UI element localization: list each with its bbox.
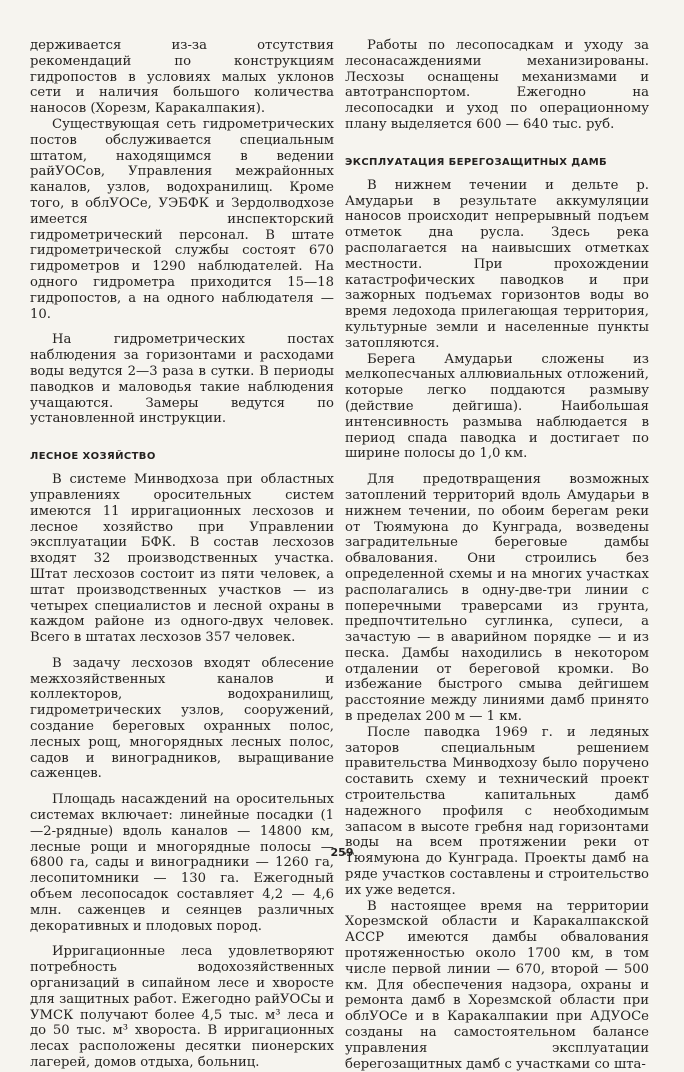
forestry-heading: ЛЕСНОЕ ХОЗЯЙСТВО bbox=[30, 451, 156, 463]
paragraph-irrigation-forests: Ирригационные леса удовлетворяют потребность водохозяйственных организаций в сипайном лесе и хворосте для защитных работ. Ежегодно райУОСы и УМСК получают более 4,5 тыс. м³ леса и до 50 тыс. м³ хвороста. В ирригационных лесах расположены десятки пионерских лагерей, домов отдыха, больниц. bbox=[30, 944, 334, 1071]
paragraph-after-1969: После паводка 1969 г. и ледяных заторов специальным решением правительства Минводхозу было поручено составить схему и технический проект строительства капитальных дамб надежного профиля с необходимым запасом в высоте гребня над горизонтами воды на всем протяжении реки от Тюямуюна до Кунграда. Проекты дамб на ряде участков составлены и строительство их уже ведется. bbox=[345, 724, 649, 898]
page-number: 259 bbox=[330, 846, 354, 859]
left-column bbox=[30, 38, 334, 1071]
paragraph-intro: держивается из-за отсутствия рекомендаций по конструкциям гидропостов в условиях малых уклонов сети и наличия большого количества наносов (Хорезм, Каракалпакия). bbox=[30, 38, 334, 117]
right-column bbox=[345, 38, 649, 1072]
paragraph-forestry-system: В системе Минводхоза при областных управлениях оросительных систем имеются 11 ирригационных лесхозов и лесное хозяйство при Управлении эксплуатации БФК. В состав лесхозов входят 32 производственных участка. Штат лесхозов состоит из пяти человек, а штат производственных участков — из четырех специалистов и лесной охраны в каждом районе из одного-двух человек. Всего в штатах лесхозов 357 человек. bbox=[30, 472, 334, 646]
dams-heading: ЭКСПЛУАТАЦИЯ БЕРЕГОЗАЩИТНЫХ ДАМБ bbox=[345, 156, 608, 168]
paragraph-mechanization: Работы по лесопосадкам и уходу за лесонасаждениями механизированы. Лесхозы оснащены механизмами и автотранспортом. Ежегодно на лесопосадки и уход по операционному плану выделяется 600 — 640 тыс. руб. bbox=[345, 38, 649, 132]
paragraph-observations: На гидрометрических постах наблюдения за горизонтами и расходами воды ведутся 2—3 раза в сутки. В периоды паводков и маловодья такие наблюдения учащаются. Замеры ведутся по установленной инструкции. bbox=[30, 332, 334, 427]
paragraph-service: Существующая сеть гидрометрических постов обслуживается специальным штатом, находящимся в ведении райУОСов, Управления межрайонных каналов, узлов, водохранилищ. Кроме того, в облУОСе, УЭБФК и Зердолводхозе имеется инспекторский гидрометрический персонал. В штате гидрометрической службы состоят 670 гидрометров и 1290 наблюдателей. На одного гидрометра приходится 15—18 гидропостов, а на одного наблюдателя — 10. bbox=[30, 116, 334, 322]
paragraph-amudarya-lower: В нижнем течении и дельте р. Амударьи в результате аккумуляции наносов происходит непрерывный подъем отметок дна русла. Здесь река располагается на наивысших отметках местности. При прохождении катастрофических паводков и при зажорных подъемах горизонтов воды во время ледохода прилегающая территория, культурные земли и населенные пункты затопляются. bbox=[345, 177, 649, 351]
paragraph-current: В настоящее время на территории Хорезмской области и Каракалпакской АССР имеются дамбы обвалования протяженностью около 1700 км, в том числе первой линии — 670, второй — 500 км. Для обеспечения надзора, охраны и ремонта дамб в Хорезмской области при облУОСе и в Каракалпакии при АДУОСе созданы на самостоятельном балансе управления эксплуатации берегозащитных дамб с участками со шта- bbox=[345, 898, 649, 1072]
paragraph-protection: Для предотвращения возможных затоплений территорий вдоль Амударьи в нижнем течении, по обоим берегам реки от Тюямуюна до Кунграда, возведены заградительные береговые дамбы обвалования. Они строились без определенной схемы и на многих участках располагались в одну-две-три линии с поперечными траверсами из грунта, предпочтительно суглинка, супеси, а зачастую — в аварийном порядке — и из песка. Дамбы находились в некотором отдалении от береговой кромки. Во избежание быстрого смыва дейгишем расстояние между линиями дамб принято в пределах 200 м — 1 км. bbox=[345, 472, 649, 725]
paragraph-banks: Берега Амударьи сложены из мелкопесчаных аллювиальных отложений, которые легко поддаются размыву (действие дейгиша). Наибольшая интенсивность размыва наблюдается в период спада паводка и достигает по ширине полосы до 1,0 км. bbox=[345, 351, 649, 462]
paragraph-forestry-tasks: В задачу лесхозов входят облесение межхозяйственных каналов и коллекторов, водохранилищ, гидрометрических узлов, сооружений, создание береговых охранных полос, лесных рощ, многорядных лесных полос, садов и виноградников, выращивание саженцев. bbox=[30, 655, 334, 782]
paragraph-plantings-area: Площадь насаждений на оросительных системах включает: линейные посадки (1—2-рядные) вдоль каналов — 14800 км, лесные рощи и многорядные полосы — 6800 га, сады и виноградники — 1260 га, лесопитомники — 130 га. Ежегодный объем лесопосадок составляет 4,2 — 4,6 млн. саженцев и сеянцев различных декоративных и плодовых пород. bbox=[30, 792, 334, 934]
